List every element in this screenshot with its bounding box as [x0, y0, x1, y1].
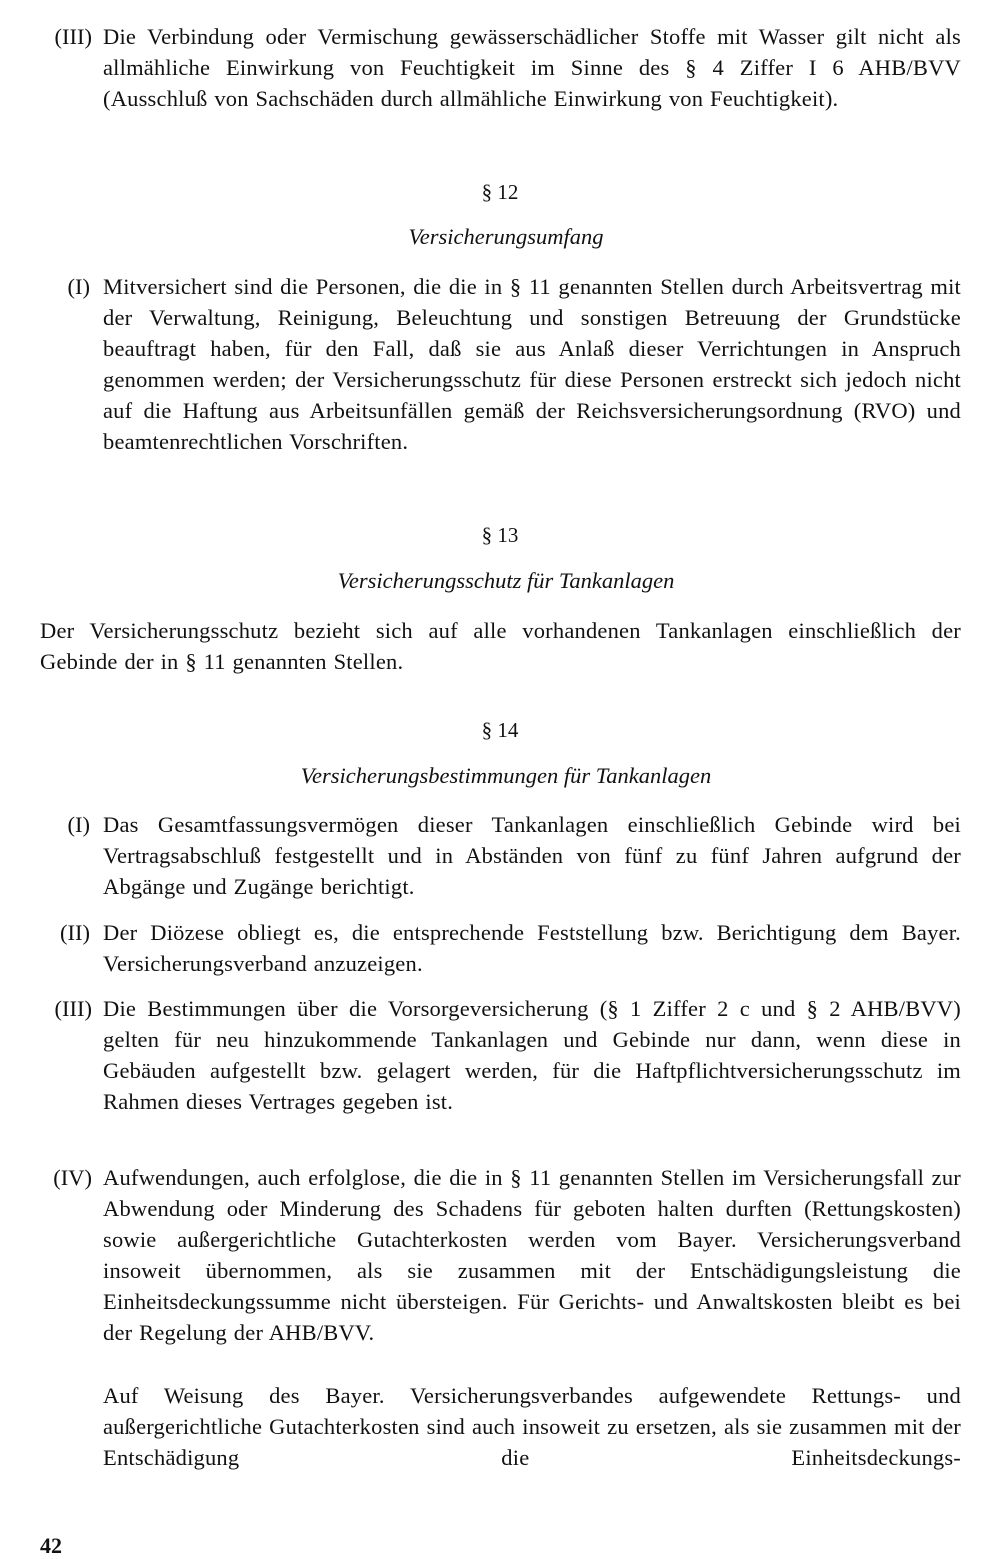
paragraph-text: Aufwendungen, auch erfolglose, die die in § 11 genannten Stellen im Versicherungsfall zur Abwendung oder Minderung des Schadens für geboten halten durften (Rettungskosten) sowie außergerichtliche Gutachterkosten werden vom Bayer. Versicherungsverband insoweit übernommen, als sie zusammen mit der Entschädigungsleistung die Einheitsdeckungssumme nicht übersteigen. Für Gerichts- und Anwaltskosten bleibt es bei der Regelung der AHB/BVV. — [103, 1165, 961, 1345]
section-number: § 13 — [481, 523, 519, 547]
paragraph-number: (II) — [60, 920, 90, 945]
paragraph-number: (I) — [67, 274, 90, 299]
section-number: § 14 — [481, 718, 519, 742]
section-title: Versicherungsumfang — [408, 224, 604, 249]
paragraph-number: (III) — [54, 24, 92, 49]
paragraph-text: Die Verbindung oder Vermischung gewässerschädlicher Stoffe mit Wasser gilt nicht als allmähliche Einwirkung von Feuchtigkeit im Sinne des § 4 Ziffer I 6 AHB/BVV (Ausschluß von Sachschäden durch allmähliche Einwirkung von Feuchtigkeit). — [103, 24, 961, 111]
page-number: 42 — [40, 1533, 62, 1558]
paragraph-text: Die Bestimmungen über die Vorsorgeversicherung (§ 1 Ziffer 2 c und § 2 AHB/BVV) gelten für neu hinzukommende Tankanlagen und Gebinde nur dann, wenn diese in Gebäuden aufgestellt bzw. gelagert werden, für die Haftpflichtversicherungsschutz im Rahmen dieses Vertrages gegeben ist. — [103, 996, 961, 1114]
section-title: Versicherungsbestimmungen für Tankanlagen — [300, 763, 712, 788]
paragraph-text: Der Versicherungsschutz bezieht sich auf alle vorhandenen Tankanlagen einschließlich der Gebinde der in § 11 genannten Stellen. — [40, 618, 961, 674]
paragraph-text: Mitversichert sind die Personen, die die in § 11 genannten Stellen durch Arbeitsvertrag mit der Verwaltung, Reinigung, Beleuchtung und sonstigen Betreuung der Grundstücke beauftragt haben, für den Fall, daß sie aus Anlaß dieser Verrichtungen in Anspruch genommen werden; der Versicherungsschutz für diese Personen erstreckt sich jedoch nicht auf die Haftung aus Arbeitsunfällen gemäß der Reichsversicherungsordnung (RVO) und beamtenrechtlichen Vorschriften. — [103, 274, 961, 454]
paragraph-text: Das Gesamtfassungsvermögen dieser Tankanlagen einschließlich Gebinde wird bei Vertragsabschluß festgestellt und in Abständen von fünf zu fünf Jahren aufgrund der Abgänge und Zugänge berichtigt. — [103, 812, 961, 899]
paragraph-number: (IV) — [53, 1165, 92, 1190]
paragraph-text: Auf Weisung des Bayer. Versicherungsverbandes aufgewendete Rettungs- und außergerichtliche Gutachterkosten sind auch insoweit zu ersetzen, als sie zusammen mit der Entschädigung die Einheitsdeckungs- — [103, 1383, 961, 1470]
paragraph-text: Der Diözese obliegt es, die entsprechende Feststellung bzw. Berichtigung dem Bayer. Versicherungsverband anzuzeigen. — [103, 920, 961, 976]
paragraph-number: (I) — [67, 812, 90, 837]
section-number: § 12 — [481, 180, 519, 204]
section-title: Versicherungsschutz für Tankanlagen — [337, 568, 675, 593]
paragraph-number: (III) — [54, 996, 92, 1021]
